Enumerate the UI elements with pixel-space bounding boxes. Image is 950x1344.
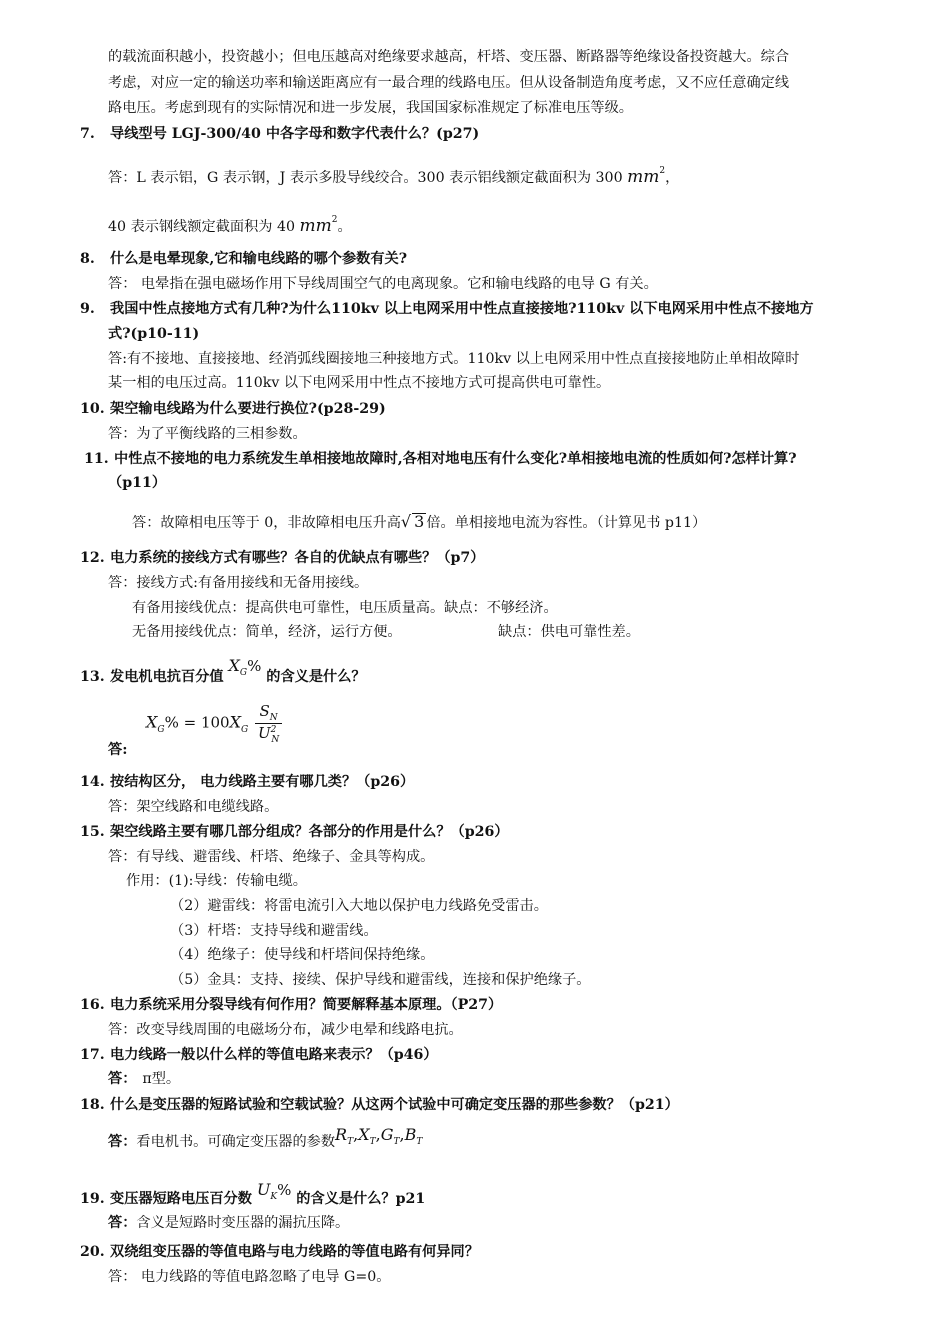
answer-16: 答：改变导线周围的电磁场分布，减少电晕和线路电抗。 xyxy=(108,1022,463,1038)
question-9-cont: 式?(p10-11) xyxy=(108,326,200,342)
answer-12-line3b: 缺点：供电可靠性差。 xyxy=(498,624,640,640)
question-title: 导线型号 LGJ-300/40 中各字母和数字代表什么？(p27) xyxy=(110,126,480,142)
question-number: 7. xyxy=(80,126,95,142)
symbol-xg: $X_G\%$ xyxy=(228,656,262,678)
symbol-uk: $U_K\%$ xyxy=(256,1180,292,1202)
answer-14: 答：架空线路和电缆线路。 xyxy=(108,799,279,815)
answer-label: 答： xyxy=(108,1071,137,1087)
answer-11 xyxy=(132,513,706,532)
answer-10: 答：为了平衡线路的三相参数。 xyxy=(108,426,307,442)
question-number: 9. xyxy=(80,301,95,317)
question-17 xyxy=(80,1046,438,1064)
question-title: 的含义是什么？p21 xyxy=(296,1191,426,1207)
question-8 xyxy=(80,250,407,268)
unit-exponent: 2 xyxy=(659,166,666,176)
question-title: 变压器短路电压百分数 xyxy=(110,1191,252,1207)
answer-label: 答： xyxy=(108,1215,137,1231)
question-title: 的含义是什么？ xyxy=(266,669,366,685)
answer-9-line2: 某一相的电压过高。110kv 以下电网采用中性点不接地方式可提高供电可靠性。 xyxy=(108,375,611,391)
answer-12-line2: 有备用接线优点：提高供电可靠性，电压质量高。缺点：不够经济。 xyxy=(132,600,558,616)
intro-line: 的载流面积越小，投资越小；但电压越高对绝缘要求越高，杆塔、变压器、断路器等绝缘设备投资越大。综合 xyxy=(108,49,790,65)
answer-7-line1 xyxy=(108,168,679,189)
answer-18 xyxy=(108,1125,423,1153)
question-number: 12. xyxy=(80,550,105,566)
question-number: 11. xyxy=(84,451,109,467)
answer-8: 答： 电晕指在强电磁场作用下导线周围空气的电离现象。它和输电线路的电导 G 有关。 xyxy=(108,276,658,292)
param-list: $R_T,X_T,G_T,B_T$ xyxy=(335,1125,423,1147)
answer-text: 答：L 表示铝，G 表示钢，J 表示多股导线绞合。300 表示铝线额定截面积为 300 xyxy=(108,170,623,186)
comma: ， xyxy=(665,170,680,186)
question-number: 18. xyxy=(80,1097,105,1113)
question-number: 17. xyxy=(80,1047,105,1063)
question-title: 中性点不接地的电力系统发生单相接地故障时,各相对地电压有什么变化?单相接地电流的性质如何?怎样计算? xyxy=(114,451,797,467)
question-16 xyxy=(80,996,502,1014)
answer-text: π型。 xyxy=(142,1071,181,1087)
answer-15-role: 作用：(1):导线：传输电缆。 xyxy=(126,873,307,889)
list-item: （5）金具：支持、接续、保护导线和避雷线，连接和保护绝缘子。 xyxy=(170,972,591,988)
answer-20: 答： 电力线路的等值电路忽略了电导 G=0。 xyxy=(108,1269,391,1285)
answer-19 xyxy=(108,1214,349,1232)
question-title: 电力线路一般以什么样的等值电路来表示？（p46） xyxy=(110,1047,438,1063)
intro-line: 路电压。考虑到现有的实际情况和进一步发展，我国国家标准规定了标准电压等级。 xyxy=(108,100,633,116)
answer-text: 倍。单相接地电流为容性。（计算见书 p11） xyxy=(426,515,707,531)
question-number: 10. xyxy=(80,401,105,417)
question-15 xyxy=(80,823,509,841)
sqrt-radicand: 3 xyxy=(414,512,425,531)
question-11 xyxy=(84,450,797,468)
question-9 xyxy=(80,300,814,318)
sqrt-sign: √ xyxy=(400,512,412,531)
question-12 xyxy=(80,549,484,567)
question-title: 电力系统采用分裂导线有何作用？简要解释基本原理。（P27） xyxy=(110,997,503,1013)
answer-9-line1: 答:有不接地、直接接地、经消弧线圈接地三种接地方式。110kv 以上电网采用中性点直接接地防止单相故障时 xyxy=(108,351,800,367)
answer-text: 答：故障相电压等于 0，非故障相电压升高 xyxy=(132,515,401,531)
question-title: 什么是变压器的短路试验和空载试验？从这两个试验中可确定变压器的那些参数？（p21） xyxy=(110,1097,679,1113)
question-title: 架空输电线路为什么要进行换位?(p28-29) xyxy=(110,401,386,417)
question-title: 我国中性点接地方式有几种?为什么110kv 以上电网采用中性点直接接地?110kv 以下电网采用中性点不接地方 xyxy=(110,301,814,317)
question-19 xyxy=(80,1180,426,1210)
question-10 xyxy=(80,400,386,418)
question-18 xyxy=(80,1096,679,1114)
list-item: （4）绝缘子：使导线和杆塔间保持绝缘。 xyxy=(170,947,435,963)
question-20 xyxy=(80,1243,479,1261)
question-number: 13. xyxy=(80,669,105,685)
answer-text: 看电机书。可确定变压器的参数 xyxy=(136,1134,336,1150)
question-number: 15. xyxy=(80,824,105,840)
formula-fraction: $\frac{S_N}{U^2_N}$ xyxy=(255,702,282,745)
question-title: 电力系统的接线方式有哪些？各自的优缺点有哪些？（p7） xyxy=(110,550,485,566)
intro-line: 考虑，对应一定的输送功率和输送距离应有一最合理的线路电压。但从设备制造角度考虑，又不应任意确定线 xyxy=(108,75,790,91)
answer-label: 答： xyxy=(108,1134,137,1150)
question-number: 16. xyxy=(80,997,105,1013)
answer-15: 答：有导线、避雷线、杆塔、绝缘子、金具等构成。 xyxy=(108,849,435,865)
question-title: 按结构区分， 电力线路主要有哪几类？（p26） xyxy=(110,774,415,790)
question-number: 20. xyxy=(80,1244,105,1260)
question-7 xyxy=(80,125,479,143)
question-title: 什么是电晕现象,它和输电线路的哪个参数有关? xyxy=(110,251,408,267)
list-item: （2）避雷线：将雷电流引入大地以保护电力线路免受雷击。 xyxy=(170,898,548,914)
unit-mm: mm xyxy=(627,167,660,187)
question-13 xyxy=(80,656,366,688)
answer-17 xyxy=(108,1070,180,1088)
answer-text: 40 表示钢线额定截面积为 40 xyxy=(108,219,296,235)
unit-exponent: 2 xyxy=(331,215,338,225)
period: 。 xyxy=(337,219,352,235)
question-14 xyxy=(80,773,414,791)
answer-13-label: 答: xyxy=(108,742,128,758)
question-title: 架空线路主要有哪几部分组成？各部分的作用是什么？（p26） xyxy=(110,824,509,840)
question-number: 8. xyxy=(80,251,95,267)
answer-12: 答：接线方式:有备用接线和无备用接线。 xyxy=(108,575,369,591)
formula-xg: $X_G\% = 100X_G$ $\frac{S_N}{U^2_N}$ xyxy=(146,702,282,745)
question-number: 14. xyxy=(80,774,105,790)
answer-text: 含义是短路时变压器的漏抗压降。 xyxy=(136,1215,350,1231)
question-number: 19. xyxy=(80,1191,105,1207)
answer-12-line3: 无备用接线优点：简单，经济，运行方便。 xyxy=(132,624,402,640)
unit-mm: mm xyxy=(299,216,332,236)
question-title: 发电机电抗百分值 xyxy=(110,669,224,685)
question-title: 双绕组变压器的等值电路与电力线路的等值电路有何异同？ xyxy=(110,1244,479,1260)
answer-7-line2 xyxy=(108,217,352,238)
question-11-cont: （p11） xyxy=(108,475,167,491)
list-item: （3）杆塔：支持导线和避雷线。 xyxy=(170,923,378,939)
